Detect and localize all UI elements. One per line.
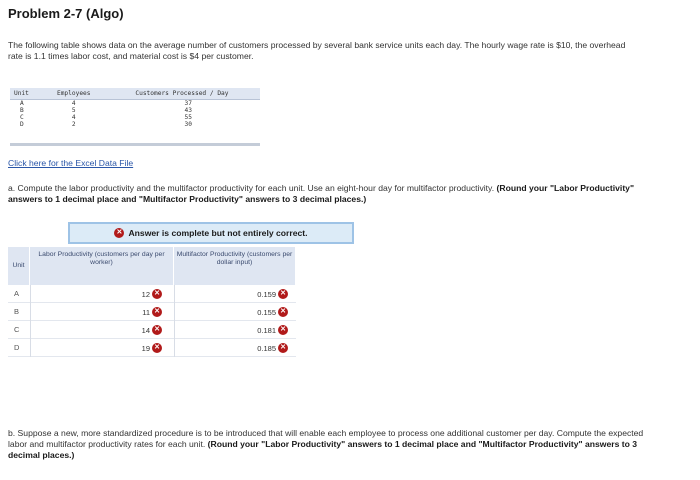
multifactor-productivity-input[interactable]: 0.159 ✕ — [257, 289, 288, 299]
labor-productivity-input[interactable]: 19 ✕ — [142, 343, 162, 353]
answer-header-labor: Labor Productivity (customers per day per worker) — [30, 247, 174, 285]
part-b-rounding: (Round your "Labor Productivity" answers to 1 decimal place and "Multifactor Productivity" answers to 3 decimal places.) — [8, 439, 638, 460]
answer-table-header — [8, 247, 296, 285]
table-row: C 4 55 — [20, 114, 192, 121]
table-row: B 11 ✕ 0.155 ✕ — [8, 303, 296, 321]
excel-data-file-link[interactable]: Click here for the Excel Data File — [8, 158, 134, 168]
source-data-table — [10, 88, 260, 128]
x-circle-icon: ✕ — [278, 325, 288, 335]
multifactor-productivity-input[interactable]: 0.181 ✕ — [257, 325, 288, 335]
x-circle-icon: ✕ — [152, 325, 162, 335]
multifactor-productivity-input[interactable]: 0.185 ✕ — [257, 343, 288, 353]
src-header-unit: Unit — [10, 88, 44, 100]
labor-productivity-input[interactable]: 11 ✕ — [142, 307, 162, 317]
src-header-employees: Employees — [44, 88, 104, 100]
table-row: C 14 ✕ 0.181 ✕ — [8, 321, 296, 339]
table-row: D 2 30 — [20, 121, 192, 128]
part-b-text: b. Suppose a new, more standardized procedure is to be introduced that will enable each employee to process one additional customer per day. Compute the expected labor and multifactor productivity rates for each unit. — [8, 428, 644, 449]
answer-header-multifactor: Multifactor Productivity (customers per dollar input) — [174, 247, 296, 285]
part-a-question — [8, 183, 648, 205]
x-circle-icon: ✕ — [152, 343, 162, 353]
part-b-question — [8, 428, 648, 461]
part-a-rounding: (Round your "Labor Productivity" answers to 1 decimal place and "Multifactor Productivity" answers to 3 decimal places.) — [8, 183, 635, 204]
problem-intro: The following table shows data on the average number of customers processed by several bank service units each day. The hourly wage rate is $10, the overhead rate is 1.1 times labor cost, and material cost is $4 per customer. — [8, 40, 626, 61]
x-circle-icon: ✕ — [278, 343, 288, 353]
problem-title: Problem 2-7 (Algo) — [8, 6, 124, 21]
answer-status-banner — [68, 222, 354, 244]
x-circle-icon: ✕ — [152, 289, 162, 299]
labor-productivity-input[interactable]: 14 ✕ — [142, 325, 162, 335]
table-divider — [10, 143, 260, 146]
table-row: B 5 43 — [20, 107, 192, 114]
answer-header-unit: Unit — [8, 247, 30, 285]
answer-status-text: Answer is complete but not entirely correct. — [128, 228, 308, 238]
labor-productivity-input[interactable]: 12 ✕ — [142, 289, 162, 299]
table-row: A 12 ✕ 0.159 ✕ — [8, 285, 296, 303]
x-circle-icon: ✕ — [152, 307, 162, 317]
table-row: A 4 37 — [20, 100, 192, 107]
x-circle-icon: ✕ — [278, 289, 288, 299]
x-circle-icon: ✕ — [278, 307, 288, 317]
src-header-customers: Customers Processed / Day — [104, 88, 260, 100]
table-row: D 19 ✕ 0.185 ✕ — [8, 339, 296, 357]
x-circle-icon: ✕ — [114, 228, 124, 238]
part-a-text: a. Compute the labor productivity and the multifactor productivity for each unit. Use an eight-hour day for multifactor productivity. — [8, 183, 495, 193]
multifactor-productivity-input[interactable]: 0.155 ✕ — [257, 307, 288, 317]
